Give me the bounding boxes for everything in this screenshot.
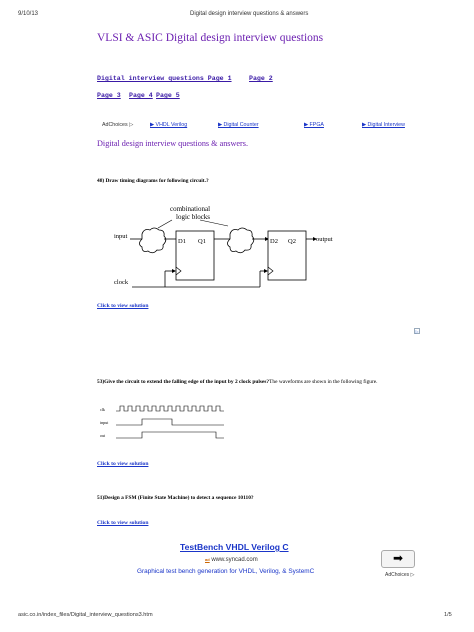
link-page-3[interactable]: Page 3	[97, 92, 121, 99]
section-subtitle: Digital design interview questions & answers.	[97, 139, 248, 148]
testbench-ad-description: Graphical test bench generation for VHDL, Verilog, & SystemC	[137, 568, 315, 575]
wave-input-label: input	[100, 420, 109, 425]
ff1-q-label: Q1	[198, 238, 206, 245]
print-date: 9/10/13	[18, 11, 39, 17]
q51-solution-link[interactable]: Click to view solution	[97, 520, 149, 526]
testbench-ad-url[interactable]: ad www.syncad.com	[205, 557, 258, 563]
waveform-diagram	[98, 403, 238, 441]
ad-badge: ad	[205, 557, 210, 562]
ad-link-fpga[interactable]: ▶ FPGA	[304, 122, 324, 128]
output-label: output	[316, 236, 333, 243]
comb-label-2: logic blocks	[176, 213, 211, 221]
ff2-d-label: D2	[270, 238, 278, 245]
print-footer-url: asic.co.in/index_files/Digital_interview_questions3.htm	[18, 612, 153, 618]
wave-clk-label: clk	[100, 407, 105, 412]
ad-arrow-button[interactable]	[381, 550, 415, 568]
link-page-2[interactable]: Page 2	[249, 75, 273, 82]
arrow-right-icon: ➡	[392, 551, 404, 565]
adchoices-label[interactable]: AdChoices ▷	[102, 122, 134, 128]
ad-link-digital-interview[interactable]: ▶ Digital Interview	[362, 122, 405, 128]
ff2-q-label: Q2	[288, 238, 296, 245]
comb-logic-cloud-1	[140, 228, 166, 253]
link-page-4[interactable]: Page 4	[129, 92, 153, 99]
comb-logic-cloud-2	[228, 228, 254, 253]
testbench-ad-title[interactable]: TestBench VHDL Verilog C	[180, 542, 289, 552]
input-waveform	[116, 419, 224, 425]
q53-solution-link[interactable]: Click to view solution	[97, 461, 149, 467]
clock-label: clock	[114, 279, 129, 286]
clk-waveform	[116, 406, 224, 411]
print-page-number: 1/5	[444, 612, 452, 618]
adchoices-icon: ▷	[129, 122, 134, 128]
link-page-1[interactable]: Digital interview questions Page 1	[97, 75, 232, 82]
out-waveform	[116, 432, 224, 438]
q48-solution-link[interactable]: Click to view solution	[97, 303, 149, 309]
question-51: 51)Design a FSM (Finite State Machine) to detect a sequence 10110?	[97, 495, 254, 501]
comb-label-1: combinational	[170, 205, 211, 213]
question-48: 48) Draw timing diagrams for following circuit.?	[97, 178, 209, 184]
ff1-d-label: D1	[178, 238, 186, 245]
ad-close-icon[interactable]: ▷	[415, 329, 419, 334]
wave-out-label: out	[100, 433, 106, 438]
input-label: input	[114, 233, 128, 240]
link-page-5[interactable]: Page 5	[156, 92, 180, 99]
circuit-diagram	[110, 198, 350, 298]
ad-link-digital-counter[interactable]: ▶ Digital Counter	[218, 122, 259, 128]
page-title: VLSI & ASIC Digital design interview questions	[97, 32, 324, 44]
question-53: 53)Give the circuit to extend the falling edge of the input by 2 clock pulses?The waveforms are shown in the following figure.	[97, 379, 378, 385]
print-doc-title: Digital design interview questions & answers	[190, 11, 309, 17]
ad-link-vhdl-verilog[interactable]: ▶ VHDL Verilog	[150, 122, 188, 128]
testbench-adchoices[interactable]: AdChoices ▷	[385, 572, 415, 578]
